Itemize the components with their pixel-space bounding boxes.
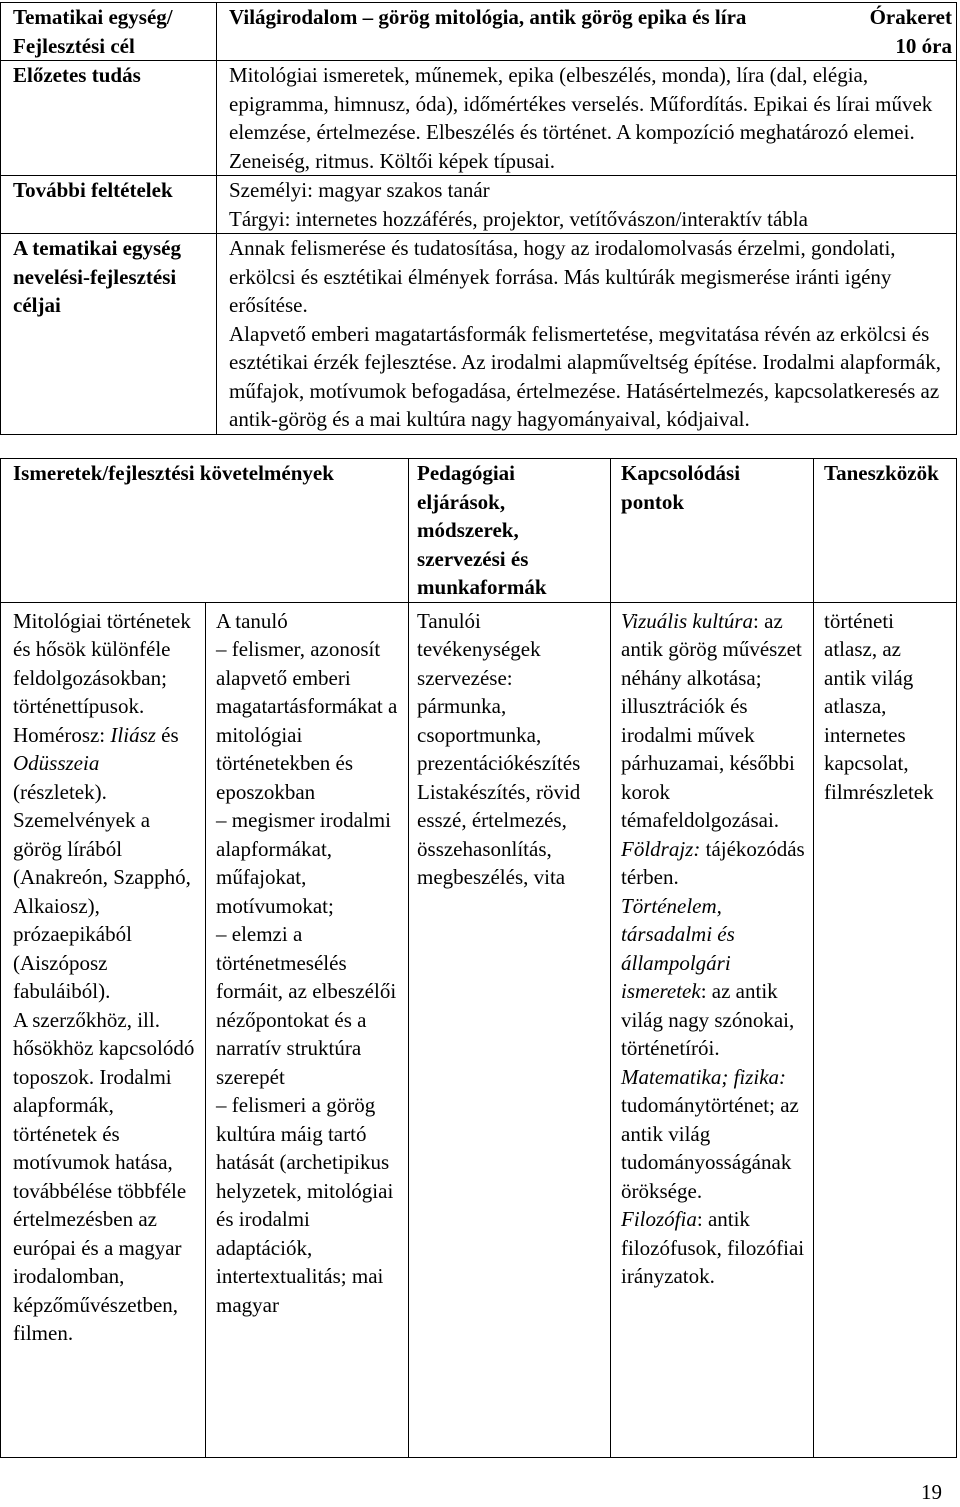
header-kapcsolodasi: Kapcsolódási pontok	[611, 459, 814, 603]
ismeretek-cell	[1, 602, 206, 1457]
tovabbi-text	[217, 176, 957, 234]
kapcsolodas-vizualis	[621, 607, 805, 835]
header-taneszkozok: Taneszközök	[814, 459, 957, 603]
filozofia-label: Filozófia	[621, 1207, 697, 1231]
header-title: Világirodalom – görög mitológia, antik görög epika és líra	[217, 3, 847, 61]
elozetes-row	[1, 61, 957, 176]
elozetes-text: Mitológiai ismeretek, műnemek, epika (elbeszélés, monda), líra (dal, elégia, epigramma, himnusz, óda), időmértékes verselés. Műfordítás. Epikai és lírai művek elemzése, értelmezése. Elbeszélés és történet. A kompozíció meghatározó elemei. Zeneiség, ritmus. Költői képek típusai.	[217, 61, 957, 176]
vizualis-text: : az antik görög művészet néhány alkotása; illusztrációk és irodalmi művek párhuzamai, későbbi korok témafeldolgozásai.	[621, 608, 802, 832]
kapcsolodas-tortenelem	[621, 892, 805, 1063]
elozetes-label: Előzetes tudás	[1, 61, 217, 176]
matematika-text: tudománytörténet; az antik világ tudományosságának öröksége.	[621, 1093, 799, 1203]
orakeret-label: Órakeret	[869, 5, 952, 29]
tortenelem-label: Történelem, társadalmi és állampolgári ismeretek	[621, 893, 735, 1003]
info-table	[0, 2, 957, 435]
kovetelmenyek-cell	[206, 602, 409, 1457]
requirements-body-row	[1, 602, 957, 1457]
filozofia-text: : antik filozófusok, filozófiai irányzatok.	[621, 1207, 805, 1288]
ismeretek-toposzok: A szerzőkhöz, ill. hősökhöz kapcsolódó toposzok. Irodalmi alapformák, történetek és motívumok hatása, továbbélése többféle értelmezésben az európai és a magyar irodalomban, képzőművészetben, filmen.	[13, 1007, 195, 1345]
foldrajz-label: Földrajz:	[621, 836, 701, 861]
kapcsolodas-filozofia	[621, 1205, 805, 1291]
kapcsolodas-matematika	[621, 1063, 805, 1206]
celjai-text	[217, 234, 957, 435]
kapcsolodasi-cell	[611, 602, 814, 1457]
header-orakeret	[847, 3, 957, 61]
header-ismeretek: Ismeretek/fejlesztési követelmények	[1, 459, 409, 603]
reszletek-text: (részletek).	[13, 779, 107, 804]
homerosz-author: Homérosz:	[13, 722, 111, 747]
kovetelmeny-item-2: – megismer irodalmi alapformákat, műfajokat, motívumokat;	[216, 808, 391, 918]
ismeretek-homerosz	[13, 721, 197, 807]
odusszeia-title: Odüsszeia	[13, 751, 100, 775]
header-row	[1, 3, 957, 61]
kovetelmeny-item-4: – felismeri a görög kultúra máig tartó hatását (archetipikus helyzetek, mitológiai és irodalmi adaptációk, intertextualitás; mai magyar	[216, 1093, 394, 1317]
vizualis-label: Vizuális kultúra	[621, 608, 754, 633]
pedagogiai-cell: Tanulói tevékenységek szervezése: pármunka, csoportmunka, prezentációkészítés Listakészítés, rövid esszé, értelmezés, összehasonlítás, megbeszélés, vita	[409, 602, 611, 1457]
celjai-paragraph-1: Annak felismerése és tudatosítása, hogy az irodalomolvasás érzelmi, gondolati, erkölcsi és esztétikai élmények forrása. Más kultúrák megismerése iránti igény erősítése.	[229, 236, 896, 317]
matematika-label: Matematika; fizika:	[621, 1064, 787, 1089]
page-number: 19	[921, 1480, 942, 1504]
taneszkozok-cell: történeti atlasz, az antik világ atlasza, internetes kapcsolat, filmrészletek	[814, 602, 957, 1457]
foldrajz-text: tájékozódás térben.	[621, 836, 805, 889]
header-tematikai-egyseg: Tematikai egység/ Fejlesztési cél	[1, 3, 217, 61]
kovetelmeny-item-3: – elemzi a történetmesélés formáit, az elbeszélői nézőpontokat és a narratív struktúra szerepét	[216, 922, 397, 1089]
kovetelmeny-item-1: – felismer, azonosít alapvető emberi magatartásformákat a mitológiai történetekben és eposzokban	[216, 637, 398, 804]
orakeret-value: 10 óra	[895, 33, 952, 58]
requirements-header-row	[1, 459, 957, 603]
tovabbi-targyi: Tárgyi: internetes hozzáférés, projektor, vetítővászon/interaktív tábla	[229, 206, 808, 231]
celjai-row	[1, 234, 957, 435]
iliasz-title: Iliász	[110, 722, 156, 747]
tovabbi-row	[1, 176, 957, 234]
es-conjunction: és	[155, 722, 179, 747]
requirements-table	[0, 458, 957, 1458]
ismeretek-mitologiai: Mitológiai történetek és hősök különféle feldolgozásokban; történettípusok.	[13, 608, 191, 718]
tovabbi-szemelyi: Személyi: magyar szakos tanár	[229, 178, 490, 202]
tovabbi-label: További feltételek	[1, 176, 217, 234]
celjai-paragraph-2: Alapvető emberi magatartásformák felismertetése, megvitatása révén az erkölcsi és esztétikai érzék fejlesztése. Az irodalmi alapműveltség építése. Irodalmi alapformák, műfajok, motívumok befogadása, értelmezése. Hatásértelmezés, kapcsolatkeresés az antik-görög és a mai kultúra nagy hagyományaival, kódjaival.	[229, 321, 941, 431]
tortenelem-text: : az antik világ nagy szónokai, történetírói.	[621, 979, 795, 1060]
ismeretek-szemelvenyek: Szemelvények a görög lírából (Anakreón, Szapphó, Alkaiosz), prózaepikából (Aiszóposz fabuláiból).	[13, 808, 191, 1003]
kovetelmeny-intro: A tanuló	[216, 608, 288, 633]
header-pedagogiai: Pedagógiai eljárások, módszerek, szervezési és munkaformák	[409, 459, 611, 603]
kapcsolodas-foldrajz	[621, 835, 805, 892]
celjai-label: A tematikai egység nevelési-fejlesztési céljai	[1, 234, 217, 435]
